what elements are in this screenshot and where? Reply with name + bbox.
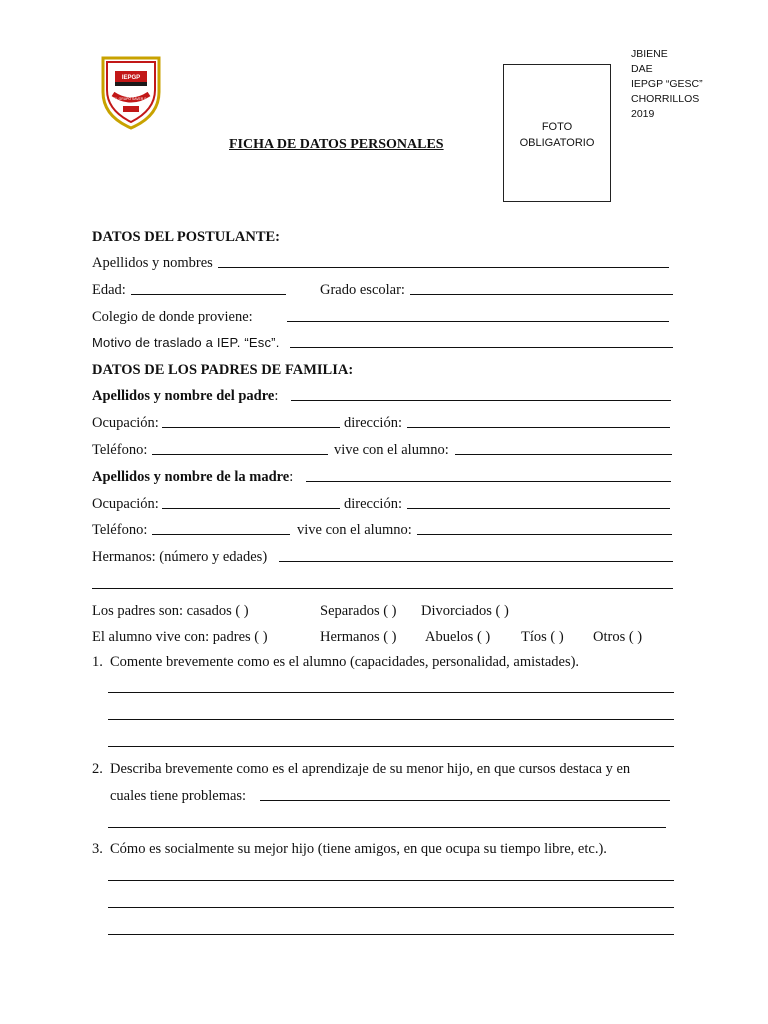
separados-option[interactable]: Separados ( )	[320, 603, 397, 619]
hermanos-field[interactable]	[279, 561, 673, 562]
header-line: 2019	[631, 108, 655, 120]
vive-madre-field[interactable]	[417, 534, 672, 535]
photo-label-2: OBLIGATORIO	[519, 137, 595, 149]
q1-answer-line-2[interactable]	[108, 719, 674, 720]
grado-field[interactable]	[410, 294, 673, 295]
edad-field[interactable]	[131, 294, 286, 295]
telefono-madre-label: Teléfono:	[92, 522, 148, 538]
crest-motto: DEL GRUPO SAVER S.C.	[111, 97, 151, 101]
vive-padre-label: vive con el alumno:	[334, 442, 449, 458]
q3-answer-line-1[interactable]	[108, 880, 674, 881]
photo-box	[503, 64, 611, 202]
direccion-madre-label: dirección:	[344, 496, 402, 512]
madre-label: Apellidos y nombre de la madre	[92, 469, 290, 485]
q2-answer-line-1[interactable]	[260, 800, 670, 801]
q3-text: Cómo es socialmente su mejor hijo (tiene amigos, en que ocupa su tiempo libre, etc.).	[110, 841, 607, 857]
padre-colon: :	[274, 388, 279, 404]
edad-label: Edad:	[92, 282, 126, 298]
q3-number: 3.	[92, 841, 103, 857]
colegio-field[interactable]	[287, 321, 669, 322]
direccion-padre-field[interactable]	[407, 427, 670, 428]
vive-padre-field[interactable]	[455, 454, 672, 455]
q3-answer-line-2[interactable]	[108, 907, 674, 908]
form-title: FICHA DE DATOS PERSONALES	[229, 137, 444, 152]
header-line: IEPGP “GESC”	[631, 78, 703, 90]
ocupacion-madre-label: Ocupación:	[92, 496, 159, 512]
hermanos-field-extra[interactable]	[92, 588, 673, 589]
q3-answer-line-3[interactable]	[108, 934, 674, 935]
q1-answer-line-1[interactable]	[108, 692, 674, 693]
q2-text-cont: cuales tiene problemas:	[110, 788, 247, 804]
hermanos-label: Hermanos: (número y edades)	[92, 549, 268, 565]
ocupacion-madre-field[interactable]	[162, 508, 340, 509]
madre-colon: :	[289, 469, 294, 485]
telefono-madre-field[interactable]	[152, 534, 290, 535]
vive-con-tios[interactable]: Tíos ( )	[521, 629, 564, 645]
colegio-label: Colegio de donde proviene:	[92, 309, 253, 325]
header-info	[631, 47, 751, 122]
school-crest-logo	[97, 54, 165, 130]
header-line: JBIENE	[631, 48, 668, 60]
apellidos-label: Apellidos y nombres	[92, 255, 213, 271]
q1-answer-line-3[interactable]	[108, 746, 674, 747]
ocupacion-padre-label: Ocupación:	[92, 415, 159, 431]
header-line: DAE	[631, 63, 653, 75]
q2-answer-line-2[interactable]	[108, 827, 666, 828]
telefono-padre-label: Teléfono:	[92, 442, 148, 458]
vive-con-abuelos[interactable]: Abuelos ( )	[425, 629, 491, 645]
q2-text: Describa brevemente como es el aprendizaje de su menor hijo, en que cursos destaca y en	[110, 761, 631, 777]
crest-text: IEPGP	[121, 75, 141, 81]
direccion-madre-field[interactable]	[407, 508, 670, 509]
vive-con-otros[interactable]: Otros ( )	[593, 629, 643, 645]
section-heading-postulante: DATOS DEL POSTULANTE:	[92, 229, 281, 245]
photo-label-1: FOTO	[541, 121, 573, 133]
padre-label: Apellidos y nombre del padre	[92, 388, 275, 404]
motivo-label: Motivo de traslado a IEP. “Esc”.	[92, 335, 280, 350]
vive-con-padres[interactable]: El alumno vive con: padres ( )	[92, 629, 268, 645]
apellidos-field[interactable]	[218, 267, 669, 268]
header-line: CHORRILLOS	[631, 93, 700, 105]
madre-field[interactable]	[306, 481, 671, 482]
vive-con-hermanos[interactable]: Hermanos ( )	[320, 629, 397, 645]
q1-number: 1.	[92, 654, 103, 670]
ocupacion-padre-field[interactable]	[162, 427, 340, 428]
q1-text: Comente brevemente como es el alumno (capacidades, personalidad, amistades).	[110, 654, 580, 670]
motivo-field[interactable]	[290, 347, 673, 348]
q2-number: 2.	[92, 761, 103, 777]
grado-label: Grado escolar:	[320, 282, 405, 298]
telefono-padre-field[interactable]	[152, 454, 328, 455]
section-heading-padres: DATOS DE LOS PADRES DE FAMILIA:	[92, 362, 354, 378]
padre-field[interactable]	[291, 400, 671, 401]
divorciados-option[interactable]: Divorciados ( )	[421, 603, 509, 619]
direccion-padre-label: dirección:	[344, 415, 402, 431]
padres-son-casados[interactable]: Los padres son: casados ( )	[92, 603, 249, 619]
vive-madre-label: vive con el alumno:	[297, 522, 412, 538]
